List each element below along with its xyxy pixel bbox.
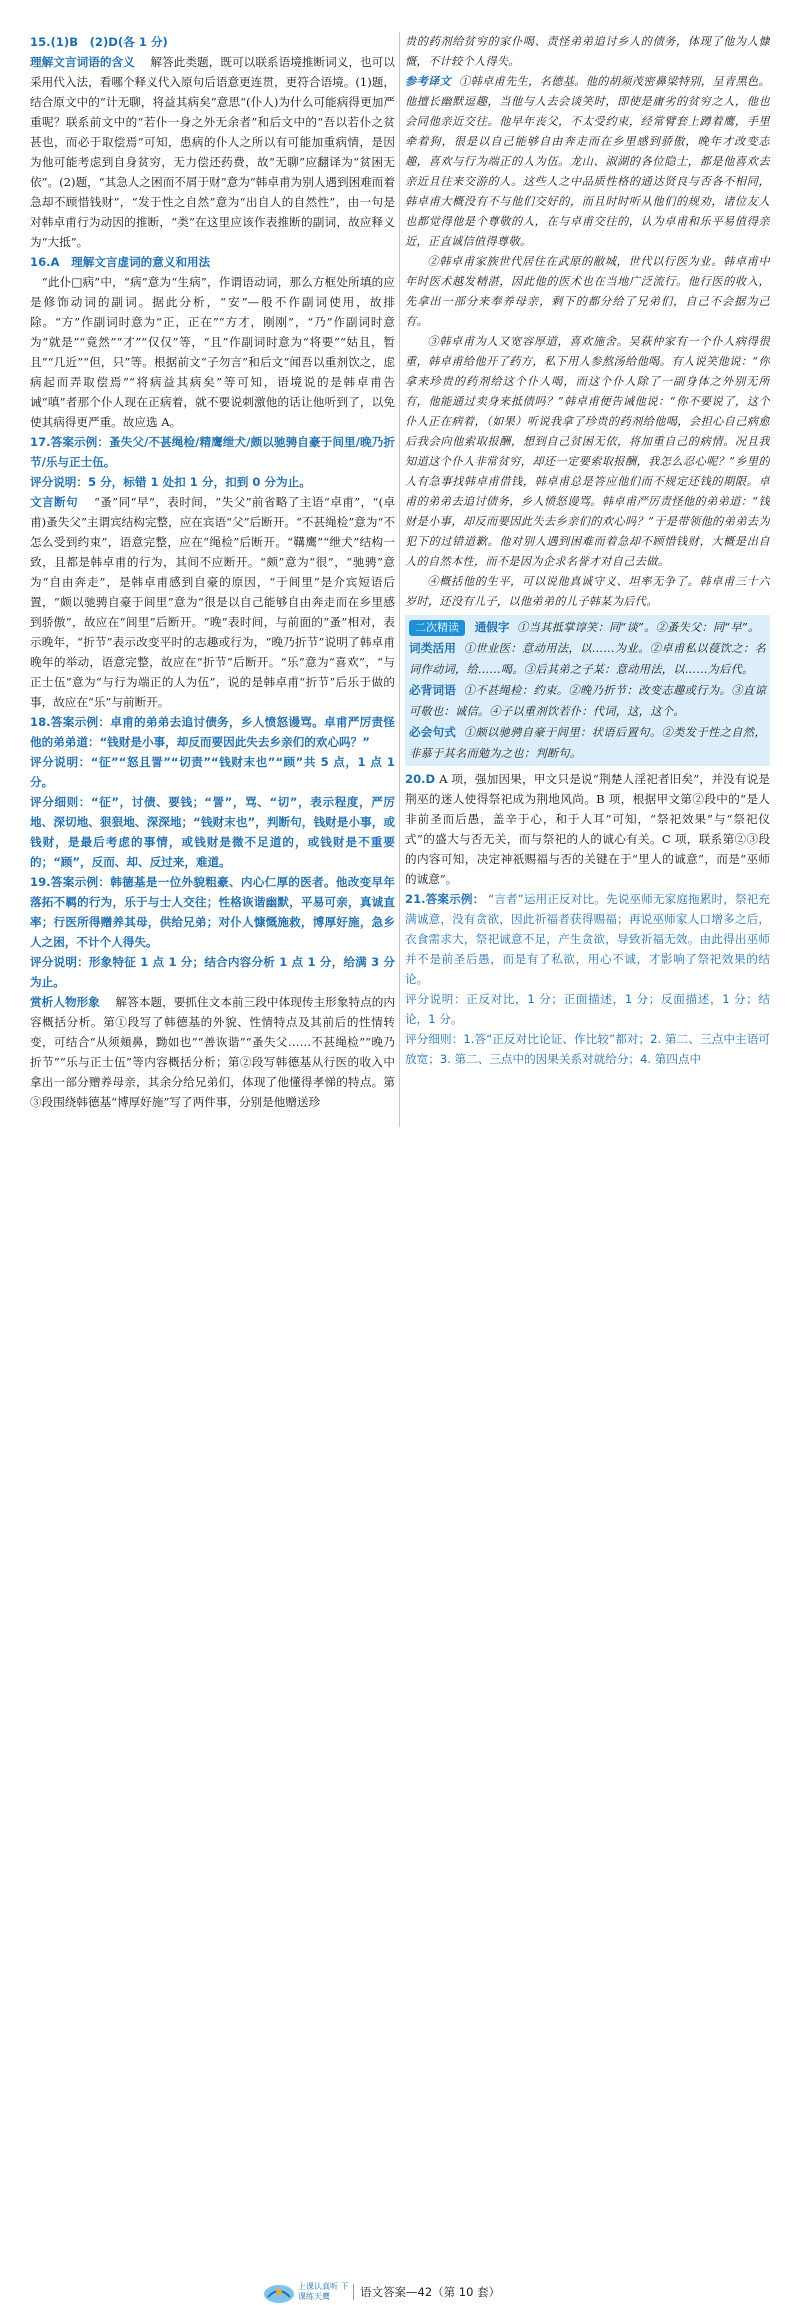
footer-separator (353, 2284, 354, 2300)
q21-head: 21.答案示例： (405, 892, 485, 906)
review-label: 通假字 (474, 620, 510, 634)
translation-p1-text: ①韩卓甫先生，名德基。他的胡须茂密鼻梁特别，呈青黑色。他擅长幽默逗趣，当他与人去会谈笑时，即使是庸劣的贫穷之人，他也会同他亲近交往。他早年丧父，不太受约束，经常臂套上蹲着鹰，手里牵着狗，很是以自己能够自由奔走而在乡里感到骄傲，晚年才改变志趣，喜欢与行为端正的人为伍。龙山、淑湖的各位隐士，都是他喜欢去亲近且往来交游的人。这些人之中品质性格的通达贤良与否各不相同，韩卓甫大概没有不与他们交好的，而且时时听从他们的规劝，诸位友人也都觉得他是个尊敬的人，在与卓甫交往的，认为卓甫和乐平易值得亲近，正直诚信值得尊敬。 (405, 75, 770, 248)
q21-score: 评分说明：正反对比，1 分；正面描述，1 分；反面描述，1 分；结论，1 分。 (405, 992, 770, 1026)
review-text: ①世业医：意动用法，以……为业。②卓甫私以葠饮之：名词作动词，给……喝。③后其弟之子某：意动用法，以……为后代。 (409, 642, 766, 676)
score-note: 评分细则：“征”，讨债、要钱；“詈”，骂、“切”，表示程度，严厉地、深切地、狠狠地、深深地；“钱财末也”，判断句，钱财是小事，或钱财，是最后考虑的事情，或钱财是微不足道的，或钱财是不重要的；“顾”，反而、却、反过来，难道。 (30, 795, 395, 869)
review-badge: 二次精读 (409, 620, 465, 636)
review-label: 词类活用 (409, 641, 456, 655)
review-text: ①当其抵掌谆笑：同“谈”。②蚤失父：同“早”。 (517, 621, 760, 634)
analysis-text: 解答此类题，既可以联系语境推断词义，也可以采用代入法，看哪个释义代入原句后语意更连贯，更符合语境。(1)题，结合原文中的“计无聊，将益其病矣”意思“(仆人)为什么可能病得更加严重呢？联系前文中的“若仆一身之外无余者”和后文中的“吾以若仆之贫甚也，而必于取偿焉”可知，患病的仆人之所以有可能加重病情，是因为他可能考虑到自身贫穷，无力偿还药费，故“无聊”应翻译为“贫困无依”。(2)题，“其急人之困而不屑于财”意为“韩卓甫为别人遇到困难而着急却不顾惜钱财”，“发于性之自然”意为“出自人的自然性”，由一句是对韩卓甫行为动因的推断，“类”在这里应该作表推断的副词，故应释义为“大抵”。 (30, 55, 395, 249)
question-head: 17.答案示例：蚤失父/不甚绳检/精鹰绁犬/颇以驰骋自豪于间里/晚乃折节/乐与正士伍。 (30, 435, 395, 469)
analysis-paragraph (30, 992, 395, 1112)
reference-label: 参考译文 (405, 75, 452, 88)
q21-text: “言者”运用正反对比。先说巫师无家庭拖累时，祭祀充满诚意，没有贪欲，因此祈福者获得赐福；再说巫师家人口增多之后，衣食需求大，祭祀诚意不足，产生贪欲，导致祈福无效。由此得出巫师并不是前圣后愚，而是有了私欲，用心不诚，才影响了祭祀效果的结论。 (405, 892, 770, 986)
brand-logo-icon (262, 2283, 296, 2305)
analysis-tag: 理解文言词语的含义 (30, 55, 135, 69)
translation-p1 (405, 72, 770, 252)
column-divider (399, 32, 400, 1127)
brand-slogan: 上课认真听 下课练天鹰 (298, 2282, 349, 2301)
review-row-bibei (409, 680, 766, 722)
question-head: 19.答案示例：韩德基是一位外貌粗豪、内心仁厚的医者。他改变早年落拓不羁的行为，乐于与士人交往；性格诙谐幽默，平易可亲，真诚直率；行医所得赠养其母，供给兄弟；对仆人慷慨施救，博厚好施，急乡人之困，不计个人得失。 (30, 875, 395, 949)
analysis-text: “蚤”同“早”，表时间，“失父”前省略了主语“卓甫”，“(卓甫)蚤失父”主谓宾结构完整，应在宾语“父”后断开。“不甚绳检”意为“不怎么受到约束”，语意完整，应在“绳检”后断开。“鞲鹰”“绁犬”结构一致，且都是韩卓甫的行为，其间不应断开。“颇”意为“很”，“驰骋”意为“自由奔走”，是韩卓甫感到自豪的原因，“于闾里”是介宾短语后置，“颇以驰骋自豪于闾里”意为“很是以自己能够自由奔走而在乡里感到骄傲”，故应在“闾里”后断开。“晚”表时间，与前面的“蚤”相对，表示晚年，“折节”表示改变平时的志趣或行为，“晚乃折节”说明了韩卓甫晚年的举动，语意完整，故应在“折节”后断开。“乐”意为“喜欢”，“与正士伍”意为“与行为端正的人为伍”，说的是韩卓甫“折节”后乐于做的事，故应在“乐”与前断开。 (30, 495, 395, 709)
page-number: 语文答案—42（第 10 套） (360, 2285, 501, 2299)
analysis-tag: 赏析人物形象 (30, 995, 100, 1009)
question-head: 18.答案示例：卓甫的弟弟去追讨债务，乡人愤怒谩骂。卓甫严厉责怪他的弟弟道：“钱财是小事，却反而要因此失去乡亲们的欢心吗？” (30, 715, 395, 749)
review-box (405, 615, 770, 766)
q21-detail: 评分细则：1.答“正反对比论证、作比较”都对；2. 第二、三点中主语可放宽；3. 第二、三点中的因果关系对就给分；4. 第四点中 (405, 1032, 770, 1066)
analysis-paragraph (30, 492, 395, 712)
review-row-jushi (409, 722, 766, 764)
q21 (405, 889, 770, 989)
q20 (405, 769, 770, 889)
analysis-paragraph: “此仆□病”中，“病”意为“生病”，作谓语动词，那么方框处所填的应是修饰动词的副词。据此分析，“安”—般不作副词使用，故排除。“方”作副词时意为“正，正在”“方才，刚刚”，“乃”作副词时意为“就是”“竟然”“才”“仅仅”等，“且”作副词时意为“将要”“姑且，暂且”“几近”“但，只”等。根据前文“子勿言”和后文“闻吾以重剂饮之，虑病起而弄取偿焉”“将病益其病矣”等可知，语境说的是韩卓甫告诫“嗔”者那个仆人现在正病着，就不要说刺激他的话让他听到了，以免使其病得更严重。故应选 A。 (30, 275, 395, 429)
review-text: ①不甚绳检：约束。②晚乃折节：改变志趣或行为。③直谅可敬也：诚信。④子以重剂饮若仆：代词，这，这个。 (409, 684, 766, 718)
review-row-tongjia (409, 617, 766, 638)
analysis-paragraph (30, 52, 395, 252)
score-note: 评分说明：“征”“怒且詈”“切责”“钱财末也”“顾”共 5 点，1 点 1 分。 (30, 755, 395, 789)
question-head: 15.(1)B (2)D(各 1 分) (30, 35, 168, 49)
q20-text: A 项，强加因果，甲文只是说“荆楚人淫祀者旧矣”，并没有说是荆巫的迷人使得祭祀成为荆地风尚。B 项，根据甲文第②段中的“是人非前圣而后愚，盖辛于心，和于人耳”可知，“祭祀效果”与“祭祀仪式”的盛大与否无关，而与祭祀的人的诚心有关。C 项，联系第②③段的内容可知，决定神祇赐福与否的关键在于“里人的诚意”，而是“巫师的诚意”。 (405, 772, 770, 886)
analysis-tag: 文言断句 (30, 495, 78, 509)
right-column (405, 32, 770, 1127)
q20-head: 20.D (405, 772, 436, 786)
review-text: ①颇以驰骋自豪于闾里：状语后置句。②类发于性之自然，非慕于其名而勉为之也：判断句。 (409, 726, 766, 760)
review-label: 必会句式 (409, 725, 456, 739)
left-column (30, 32, 395, 1127)
score-note: 评分说明：形象特征 1 点 1 分；结合内容分析 1 点 1 分，给满 3 分为止。 (30, 955, 395, 989)
review-label: 必背词语 (409, 683, 456, 697)
page-footer (0, 1140, 800, 2301)
score-note: 评分说明：5 分，标错 1 处扣 1 分，扣到 0 分为止。 (30, 475, 311, 489)
review-row-huoyong (409, 638, 766, 680)
q19-continuation: 贵的药剂给贫穷的家仆喝、责怪弟弟追讨乡人的债务，体现了他为人慷慨，不计较个人得失。 (405, 35, 770, 68)
translation-p4: ④概括他的生平，可以说他真诚守义、坦率无争了。韩卓甫三十六岁时，还没有儿子，以他弟弟的儿子韩某为后代。 (405, 575, 770, 608)
translation-p2: ②韩卓甫家族世代居住在武原的敝城，世代以行医为业。韩卓甫中年时医术越发精湛，因此他的医术也在当地广泛流行。他行医的收入，先拿出一部分来奉养母亲，剩下的都分给了兄弟们，自己不会据为己有。 (405, 255, 770, 328)
analysis-text: 解答本题，要抓住文本前三段中体现传主形象特点的内容概括分析。第①段写了韩德基的外貌、性情特点及其前后的性情转变，可结合“从须頬鼻，黝如也”“善诙谐”“蚤失父……不甚绳检”“晚乃折节”“乐与正士伍”等内容概括分析；第②段写韩德基从行医的收入中拿出一部分赠养母亲，其余分给兄弟们，体现了他懂得孝悌的特点。第③段围绕韩德基“博厚好施”写了两件事，分别是他赠送珍 (30, 995, 395, 1109)
translation-p3: ③韩卓甫为人又宽容厚道，喜欢施舍。吴萩仲家有一个仆人病得很重，韩卓甫给他开了药方，私下用人参熬汤给他喝。有人说笑他说：“你拿来珍贵的药剂给这个仆人喝，而这个仆人除了一副身体之外别无所有，他能通过卖身来抵债吗？”韩卓甫便告诫他说：“你不要说了，这个仆人正在病着，（如果）听说我拿了珍贵的药剂给他喝，会担心自己病愈后我会向他索取报酬，想到自己贫困无依，将加重自己的病情。况且我知道这个仆人非常贫穷，却还一定要索取报酬，我怎么忍心呢？”乡里的人有急事找韩卓甫借钱，韩卓甫总是答应他们而不规定还钱的期限。卓甫的弟弟去追讨债务，乡人愤怒谩骂。韩卓甫严厉责怪他的弟弟道：“钱财是小事，却反而要因此失去乡亲们的欢心吗？”于是带领他的弟弟去为犯下的过错道歉。他对别人遇到困难而着急却不顾惜钱财，大概是出自人的自然本性，而不是因为企求名誉才对自己去做。 (405, 335, 770, 568)
question-head: 16.A 理解文言虚词的意义和用法 (30, 255, 211, 269)
